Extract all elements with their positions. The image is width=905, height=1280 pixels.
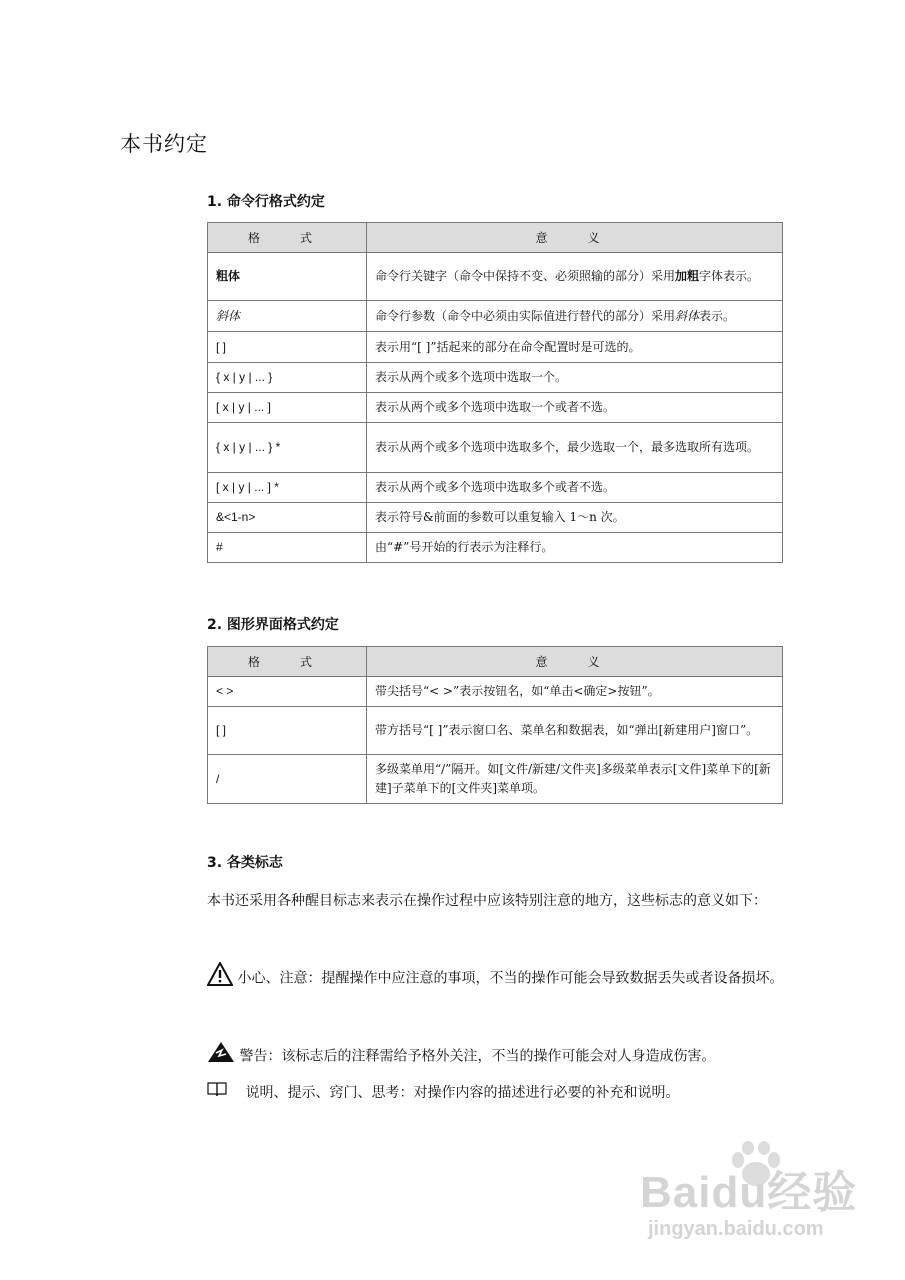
watermark-brand: Baidu经验: [640, 1168, 858, 1217]
table-row: [208, 533, 783, 563]
table-row: [208, 253, 783, 301]
format-cell: [ ]: [208, 332, 367, 363]
meaning-emphasis: 斜体: [675, 308, 700, 323]
meaning-text: 命令行关键字（命令中保持不变、必须照输的部分）采用: [375, 269, 676, 283]
meaning-text: 命令行参数（命令中必须由实际值进行替代的部分）采用: [375, 308, 676, 323]
section-3-heading: 3. 各类标志: [207, 855, 283, 871]
format-cell: { x | y | ... }: [208, 363, 367, 393]
format-cell: 斜体: [208, 301, 367, 332]
note-text: 对操作内容的描述进行必要的补充和说明。: [413, 1085, 680, 1101]
meaning-text: 字体表示。: [699, 269, 760, 283]
note-label: 说明、提示、窍门、思考：: [245, 1085, 414, 1101]
warning-label: 警告：: [239, 1048, 282, 1065]
caution-triangle-icon: [207, 962, 233, 995]
command-format-table: [207, 222, 783, 563]
section-2-heading: 2. 图形界面格式约定: [207, 617, 339, 633]
table-row: [208, 707, 783, 755]
meaning-cell: [367, 253, 783, 301]
meaning-cell: 多级菜单用“/”隔开。如[文件/新建/文件夹]多级菜单表示[文件]菜单下的[新建]子菜单下的[文件夹]菜单项。: [367, 755, 783, 804]
meaning-cell: 表示从两个或多个选项中选取一个或者不选。: [367, 393, 783, 423]
caution-label: 小心、注意：: [237, 970, 322, 987]
table-row: [208, 473, 783, 503]
book-icon: [207, 1080, 227, 1106]
warning-sign: [207, 1041, 787, 1072]
meaning-cell: 表示从两个或多个选项中选取多个，最少选取一个，最多选取所有选项。: [367, 423, 783, 473]
table-row: [208, 301, 783, 332]
gui-format-table: [207, 646, 783, 804]
meaning-cell: [367, 301, 783, 332]
table-row: [208, 755, 783, 804]
header-format: 格 式: [208, 223, 367, 253]
meaning-cell: 表示从两个或多个选项中选取一个。: [367, 363, 783, 393]
format-cell: 粗体: [208, 253, 367, 301]
table-row: [208, 677, 783, 707]
format-cell: [ x | y | ... ] *: [208, 473, 367, 503]
format-cell: { x | y | ... } *: [208, 423, 367, 473]
meaning-cell: 带尖括号“< >”表示按钮名，如“单击<确定>按钮”。: [367, 677, 783, 707]
warning-lightning-icon: [207, 1041, 235, 1072]
watermark-url: jingyan.baidu.com: [648, 1218, 824, 1240]
header-meaning: 意 义: [367, 647, 783, 677]
page-title: 本书约定: [120, 132, 208, 156]
header-meaning: 意 义: [367, 223, 783, 253]
format-cell: [ x | y | ... ]: [208, 393, 367, 423]
meaning-cell: 表示符号&前面的参数可以重复输入 1～n 次。: [367, 503, 783, 533]
format-cell: #: [208, 533, 367, 563]
meaning-cell: 由“#”号开始的行表示为注释行。: [367, 533, 783, 563]
warning-text: 该标志后的注释需给予格外关注，不当的操作可能会对人身造成伤害。: [281, 1048, 716, 1065]
baidu-watermark: [640, 1140, 890, 1260]
table-row: [208, 423, 783, 473]
meaning-emphasis: 加粗: [675, 269, 700, 283]
signs-intro: 本书还采用各种醒目标志来表示在操作过程中应该特别注意的地方，这些标志的意义如下：: [207, 893, 767, 909]
caution-text: 提醒操作中应注意的事项，不当的操作可能会导致数据丢失或者设备损坏。: [321, 970, 784, 987]
header-format: 格 式: [208, 647, 367, 677]
format-cell: /: [208, 755, 367, 804]
section-1-heading: 1. 命令行格式约定: [207, 194, 325, 210]
format-cell: < >: [208, 677, 367, 707]
format-cell: &<1-n>: [208, 503, 367, 533]
meaning-cell: 表示用“[ ]”括起来的部分在命令配置时是可选的。: [367, 332, 783, 363]
table-row: [208, 332, 783, 363]
table-row: [208, 393, 783, 423]
table-row: [208, 503, 783, 533]
caution-sign: [207, 962, 787, 995]
meaning-cell: 带方括号“[ ]”表示窗口名、菜单名和数据表，如“弹出[新建用户]窗口”。: [367, 707, 783, 755]
note-sign: [207, 1080, 787, 1106]
meaning-cell: 表示从两个或多个选项中选取多个或者不选。: [367, 473, 783, 503]
meaning-text: 表示。: [699, 308, 736, 323]
format-cell: [ ]: [208, 707, 367, 755]
table-row: [208, 363, 783, 393]
